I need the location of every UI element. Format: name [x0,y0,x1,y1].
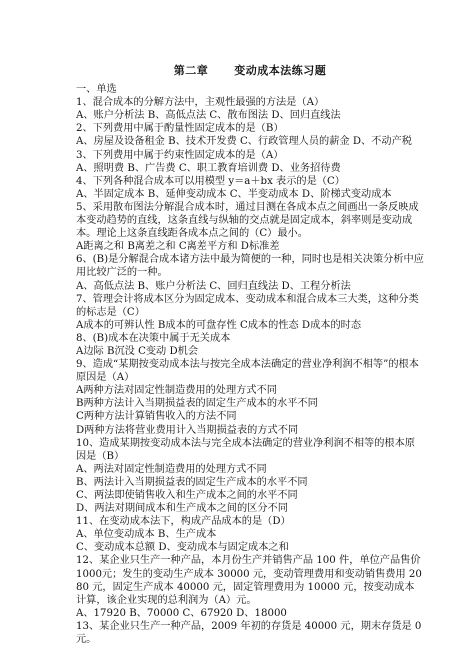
chapter-name: 变动成本法练习题 [234,64,327,77]
text-line: D、两法对期间成本和生产成本之间的区分不同 [76,503,288,515]
text-line: A、单位变动成本 B、生产成本 [76,529,217,541]
text-line: 12、某企业只生产一种产品，本月份生产并销售产品 100 件，单位产品售价 1000元；发生的变动生产成本 30000 元，变动管理费用和变动销售费用 2080 元，固定生产成本 40000 元，固定管理费用为 10000 元，按变动成本计算，该企业实现的总利润为（A）元。 [76,555,422,606]
text-line: C两种方法计算销售收入的方法不同 [76,411,237,423]
text-line: A、两法对固定性制造费用的处理方式不同 [76,463,267,475]
text-line: 5、采用散布图法分解混合成本时，通过目测在各成本点之间画出一条反映成本变动趋势的直线，这条直线与纵轴的交点就是固定成本，斜率则是变动成本。理论上这条直线距各成本点之间的（C）最小。 [76,201,419,240]
text-line: B、两法计入当期损益表的固定生产成本的水平不同 [76,476,308,488]
text-line: C、变动成本总额 D、变动成本与固定成本之和 [76,542,289,554]
page-title [76,64,424,77]
text-line: 11、在变动成本法下，构成产品成本的是（D） [76,516,291,528]
text-line: A距离之和 B离差之和 C离差平方和 D标准差 [76,241,280,253]
text-line: A、半固定成本 B、延伸变动成本 C、半变动成本 D、阶梯式变动成本 [76,188,392,200]
text-line: A、高低点法 B、账户分析法 C、回归直线法 D、工程分析法 [76,280,351,292]
text-line: B两种方法计入当期损益表的固定生产成本的水平不同 [76,398,318,410]
text-line: 3、下列费用中属于约束性固定成本的是（A） [76,149,284,161]
text-line: 4、下列各种混合成本可以用模型 y＝a＋bx 表示的是（C） [76,175,345,187]
text-line: A成本的可辨认性 B成本的可盘存性 C成本的性态 D成本的时态 [76,319,362,331]
text-line: A两种方法对固定性制造费用的处理方式不同 [76,385,277,397]
text-line: A边际 B沉没 C变动 D机会 [76,345,199,357]
text-line: 13、某企业只生产一种产品，2009 年初的存货是 40000 元，期末存货是 0 元。 [76,620,422,646]
text-line: A、17920 B、70000 C、67920 D、18000 [76,607,287,619]
text-line: 1、混合成本的分解方法中，主观性最强的方法是（A） [76,97,325,109]
text-line: A、账户分析法 B、高低点法 C、散布图法 D、回归直线法 [76,110,341,122]
text-line: D两种方法将营业费用计入当期损益表的方式不同 [76,424,299,436]
text-line: 2、下列费用中属于酌量性固定成本的是（B） [76,123,284,135]
text-line: 6、(B)是分解混合成本诸方法中最为简便的一种，同时也是相关决策分析中应用比较广泛的一种。 [76,254,424,279]
text-line: 8、(B)成本在决策中属于无关成本 [76,332,231,344]
text-line: C、两法即使销售收入和生产成本之间的水平不同 [76,490,298,501]
text-line: 7、管理会计将成本区分为固定成本、变动成本和混合成本三大类，这种分类的标志是（C） [76,293,419,318]
text-line: A、照明费 B、广告费 C、职工教育培训费 D、业务招待费 [76,162,341,174]
text-line: A、房屋及设备租金 B、技术开发费 C、行政管理人员的薪金 D、不动产税 [76,136,412,148]
section-heading: 一、单选 [76,84,117,96]
chapter-label: 第二章 [173,64,209,77]
question-list [76,96,424,646]
text-line: 10、造成某期按变动成本法与完全成本法确定的营业净利润不相等的根本原因是（B） [76,437,415,462]
text-line: 9、造成“某期按变动成本法与按完全成本法确定的营业净利润不相等”的根本原因是（A） [76,359,419,384]
